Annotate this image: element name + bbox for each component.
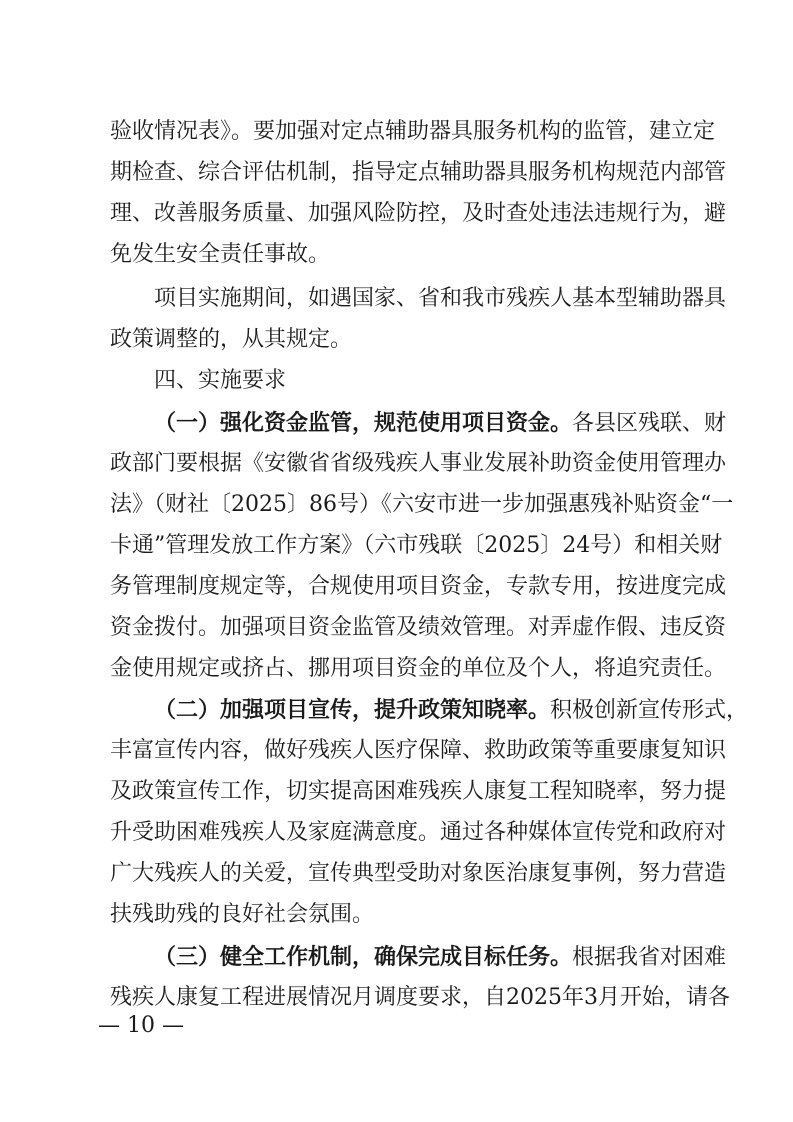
paragraph-line — [0, 690, 793, 730]
paragraph-line: 金使用规定或挤占、挪用项目资金的单位及个人，将追究责任。 — [110, 656, 727, 681]
paragraph-line: 及政策宣传工作，切实提高困难残疾人康复工程知晓率，努力提 — [110, 779, 727, 804]
paragraph-line: 丰富宣传内容，做好残疾人医疗保障、救助政策等重要康复知识 — [110, 738, 727, 763]
paragraph-text: 各县区残联、财 — [572, 411, 727, 436]
paragraph-line: 残疾人康复工程进展情况月调度要求，自2025年3月开始，请各 — [110, 985, 730, 1010]
paragraph-line: 政部门要根据《安徽省省级残疾人事业发展补助资金使用管理办 — [110, 451, 727, 476]
subsection-lead: （一）强化资金监管，规范使用项目资金。 — [154, 410, 573, 436]
paragraph-line: 理、改善服务质量、加强风险防控，及时查处违法违规行为，避 — [110, 201, 727, 226]
paragraph-line: 期检查、综合评估机制，指导定点辅助器具服务机构规范内部管 — [110, 160, 727, 185]
subsection-lead: （三）健全工作机制，确保完成目标任务。 — [154, 944, 573, 970]
paragraph-line: 法》（财社〔2025〕86号）《六安市进一步加强惠残补贴资金“一 — [110, 492, 734, 517]
paragraph-line: 项目实施期间，如遇国家、省和我市残疾人基本型辅助器具 — [154, 286, 727, 311]
paragraph-line: 政策调整的，从其规定。 — [110, 327, 353, 352]
paragraph-line: 卡通”管理发放工作方案》（六市残联〔2025〕24号）和相关财 — [110, 533, 723, 558]
paragraph-line: 升受助困难残疾人及家庭满意度。通过各种媒体宣传党和政府对 — [110, 820, 727, 845]
paragraph-line: 广大残疾人的关爱，宣传典型受助对象医治康复事例，努力营造 — [110, 861, 727, 886]
section-heading: 四、实施要求 — [154, 368, 287, 393]
paragraph-line: 资金拨付。加强项目资金监管及绩效管理。对弄虚作假、违反资 — [110, 615, 727, 640]
paragraph-line: 免发生安全责任事故。 — [110, 242, 331, 267]
subsection-lead: （二）加强项目宣传，提升政策知晓率。 — [154, 697, 551, 723]
paragraph-line: 务管理制度规定等，合规使用项目资金，专款专用，按进度完成 — [110, 574, 727, 599]
paragraph-line — [0, 403, 793, 443]
paragraph-text: 积极创新宣传形式， — [550, 698, 749, 723]
page-number: — 10 — — [98, 1013, 184, 1038]
paragraph-line: 验收情况表》。要加强对定点辅助器具服务机构的监管，建立定 — [110, 119, 716, 144]
paragraph-line: 扶残助残的良好社会氛围。 — [110, 902, 375, 927]
paragraph-line — [0, 937, 793, 977]
paragraph-text: 根据我省对困难 — [572, 945, 727, 970]
